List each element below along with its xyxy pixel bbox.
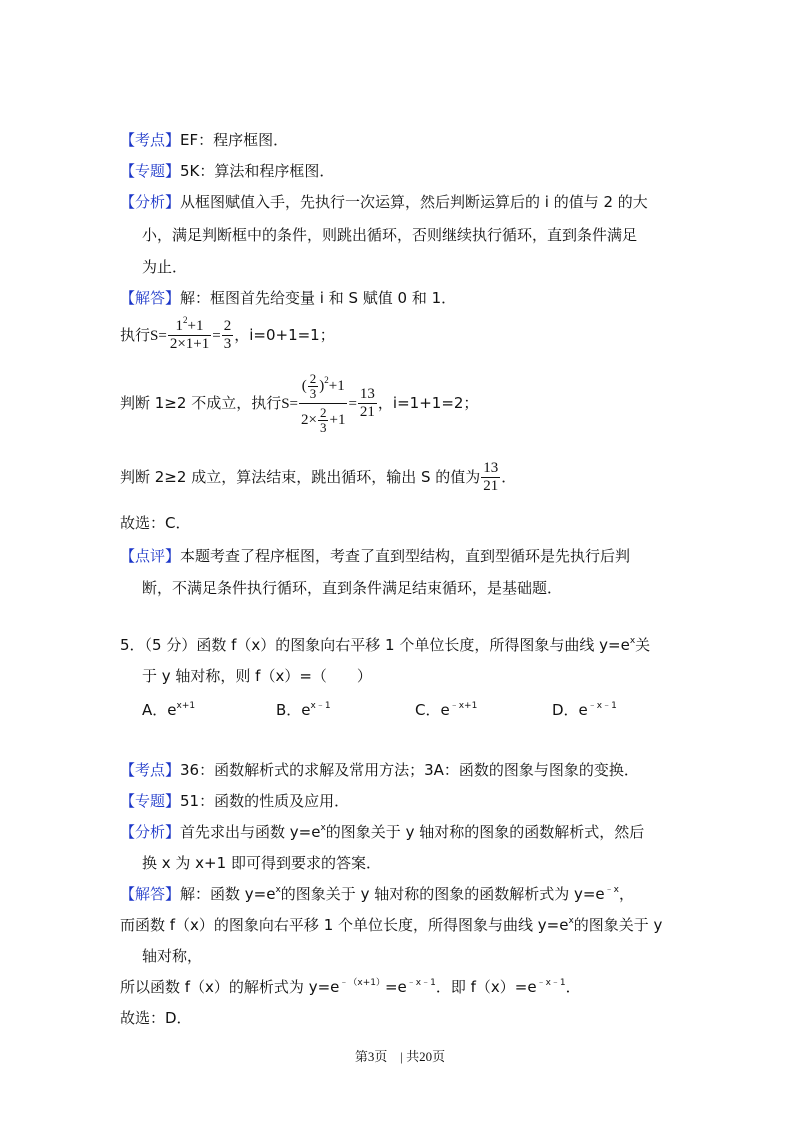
dianping-text: 本题考查了程序框图，考查了直到型结构，直到型循环是先执行后判 <box>180 547 631 565</box>
q5-stem-line2: 于 y 轴对称，则 f（x）=（ ） <box>142 667 372 685</box>
step2-inner-den-n: 2 <box>319 405 327 420</box>
step1-result-den: 3 <box>223 336 232 352</box>
step2-num-exp: 2 <box>324 374 329 385</box>
step2-fraction <box>299 372 347 435</box>
jieda-exp1: x <box>275 885 281 895</box>
q4-step3 <box>120 458 516 496</box>
step2-paren-close: ) <box>319 377 325 394</box>
step3-prefix: 判断 2≥2 成立，算法结束，跳出循环，输出 S 的值为 <box>120 468 481 486</box>
jieda-tag: 【解答】 <box>120 885 181 903</box>
q4-step1 <box>120 316 335 355</box>
step1-num-exp: 2 <box>183 315 188 325</box>
option-c <box>415 700 477 720</box>
q5-stem-a: 5．（5 分）函数 f（x）的图象向右平移 1 个单位长度，所得图象与曲线 y=e <box>120 636 630 654</box>
step2-den-a: 2× <box>301 411 317 428</box>
step2-inner-den-d: 3 <box>319 420 327 435</box>
jieda-b: 的图象关于 y 轴对称的图象的函数解析式为 y=e <box>280 885 605 903</box>
q4-jieda <box>120 288 456 308</box>
step2-result-num: 13 <box>359 386 375 402</box>
step1-fraction <box>168 315 211 353</box>
fenxi-tag: 【分析】 <box>120 823 181 841</box>
zhuanti-tag: 【专题】 <box>120 162 181 180</box>
step2-eq: = <box>348 396 357 412</box>
q4-answer: 故选：C． <box>120 514 191 532</box>
step3-num: 13 <box>483 460 499 476</box>
step2-den-b: +1 <box>329 411 346 428</box>
step1-num-a: 1 <box>175 318 184 334</box>
step3-suffix: ． <box>501 468 517 486</box>
l2-exp: x <box>568 916 574 926</box>
option-a <box>142 700 195 720</box>
zhuanti-text: 51：函数的性质及应用． <box>180 792 350 810</box>
jieda-text: 解：框图首先给变量 i 和 S 赋值 0 和 1． <box>180 289 457 307</box>
option-a-exp: x+1 <box>176 701 196 711</box>
q4-step2 <box>120 368 478 439</box>
option-d-exp: ﹣x﹣1 <box>587 701 617 711</box>
zhuanti-text: 5K：算法和程序框图． <box>180 162 335 180</box>
q5-kaodian <box>120 760 639 780</box>
fenxi-a: 首先求出与函数 y=e <box>180 823 321 841</box>
fenxi-b: 的图象关于 y 轴对称的图象的函数解析式，然后 <box>325 823 645 841</box>
dianping-tag: 【点评】 <box>120 547 181 565</box>
step1-s: S= <box>150 328 167 344</box>
step2-prefix: 判断 1≥2 不成立，执行 <box>120 394 282 412</box>
l2-a: 而函数 f（x）的图象向右平移 1 个单位长度，所得图象与曲线 y=e <box>120 916 569 934</box>
kaodian-text: 36：函数解析式的求解及常用方法；3A：函数的图象与图象的变换． <box>180 761 639 779</box>
step3-fraction <box>481 460 500 495</box>
jieda-c: ， <box>618 885 634 903</box>
q5-fenxi-line2: 换 x 为 x+1 即可得到要求的答案． <box>142 854 381 872</box>
step2-paren-open: ( <box>301 377 307 394</box>
q4-fenxi-line1 <box>120 192 648 212</box>
option-d-label: D．e <box>552 701 588 719</box>
q5-answer: 故选：D． <box>120 1009 192 1027</box>
l4-b: =e <box>384 978 407 996</box>
l4-d: ． <box>565 978 581 996</box>
q5-jieda-line4 <box>120 977 581 997</box>
step1-suffix: ，i=0+1=1； <box>234 326 335 344</box>
l4-exp2: ﹣x﹣1 <box>406 978 436 988</box>
option-c-label: C．e <box>415 701 450 719</box>
kaodian-tag: 【考点】 <box>120 761 181 779</box>
step1-result-num: 2 <box>223 318 232 334</box>
l2-b: 的图象关于 y <box>573 916 663 934</box>
zhuanti-tag: 【专题】 <box>120 792 181 810</box>
jieda-tag: 【解答】 <box>120 289 181 307</box>
q5-jieda-line1 <box>120 884 634 904</box>
option-a-label: A．e <box>142 701 177 719</box>
q4-fenxi-line2: 小，满足判断框中的条件，则跳出循环，否则继续执行循环，直到条件满足 <box>142 226 638 244</box>
kaodian-text: EF：程序框图． <box>180 131 289 149</box>
step2-inner-frac-den <box>318 406 329 435</box>
fenxi-text: 从框图赋值入手，先执行一次运算，然后判断运算后的 i 的值与 2 的大 <box>180 193 648 211</box>
step2-inner-num-n: 2 <box>309 371 317 386</box>
jieda-exp2: ﹣x <box>604 885 619 895</box>
q4-zhuanti <box>120 161 334 181</box>
q4-dianping-line2: 断，不满足条件执行循环，直到条件满足结束循环，是基础题． <box>142 579 563 597</box>
option-b <box>276 700 331 720</box>
q5-stem-exp: x <box>629 636 636 646</box>
step2-num-tail: +1 <box>328 377 345 394</box>
q4-kaodian <box>120 130 288 150</box>
step1-prefix: 执行 <box>120 326 151 344</box>
step3-den: 21 <box>483 478 499 494</box>
q5-stem-b: 关 <box>635 636 651 654</box>
q5-jieda-line2 <box>120 915 662 935</box>
fenxi-tag: 【分析】 <box>120 193 181 211</box>
l4-exp3: ﹣x﹣1 <box>536 978 566 988</box>
fenxi-exp: x <box>320 823 326 833</box>
step1-num-b: +1 <box>187 318 204 334</box>
step2-suffix: ，i=1+1=2； <box>377 394 479 412</box>
q5-stem-line1 <box>120 635 650 655</box>
kaodian-tag: 【考点】 <box>120 131 181 149</box>
l4-a: 所以函数 f（x）的解析式为 y=e <box>120 978 340 996</box>
step1-eq: = <box>212 328 221 344</box>
option-c-exp: ﹣x+1 <box>449 701 478 711</box>
step1-den: 2×1+1 <box>169 336 210 352</box>
q5-jieda-line3: 轴对称， <box>142 947 203 965</box>
step2-result <box>358 386 377 421</box>
page-footer: 第3页 | 共20页 <box>354 1049 446 1064</box>
option-d <box>552 700 617 720</box>
option-b-exp: x﹣1 <box>310 701 331 711</box>
l4-c: ．即 f（x）=e <box>435 978 537 996</box>
jieda-a: 解：函数 y=e <box>180 885 276 903</box>
step1-result <box>222 318 234 353</box>
step2-inner-num-d: 3 <box>309 386 317 401</box>
step2-inner-frac-num <box>308 372 319 401</box>
l4-exp1: ﹣（x+1） <box>339 978 385 988</box>
step2-result-den: 21 <box>359 404 375 420</box>
q5-fenxi-line1 <box>120 822 644 842</box>
q4-fenxi-line3: 为止． <box>142 258 188 276</box>
option-b-label: B．e <box>276 701 311 719</box>
q5-zhuanti <box>120 791 349 811</box>
q4-dianping-line1 <box>120 546 630 566</box>
step2-s: S= <box>281 396 299 412</box>
